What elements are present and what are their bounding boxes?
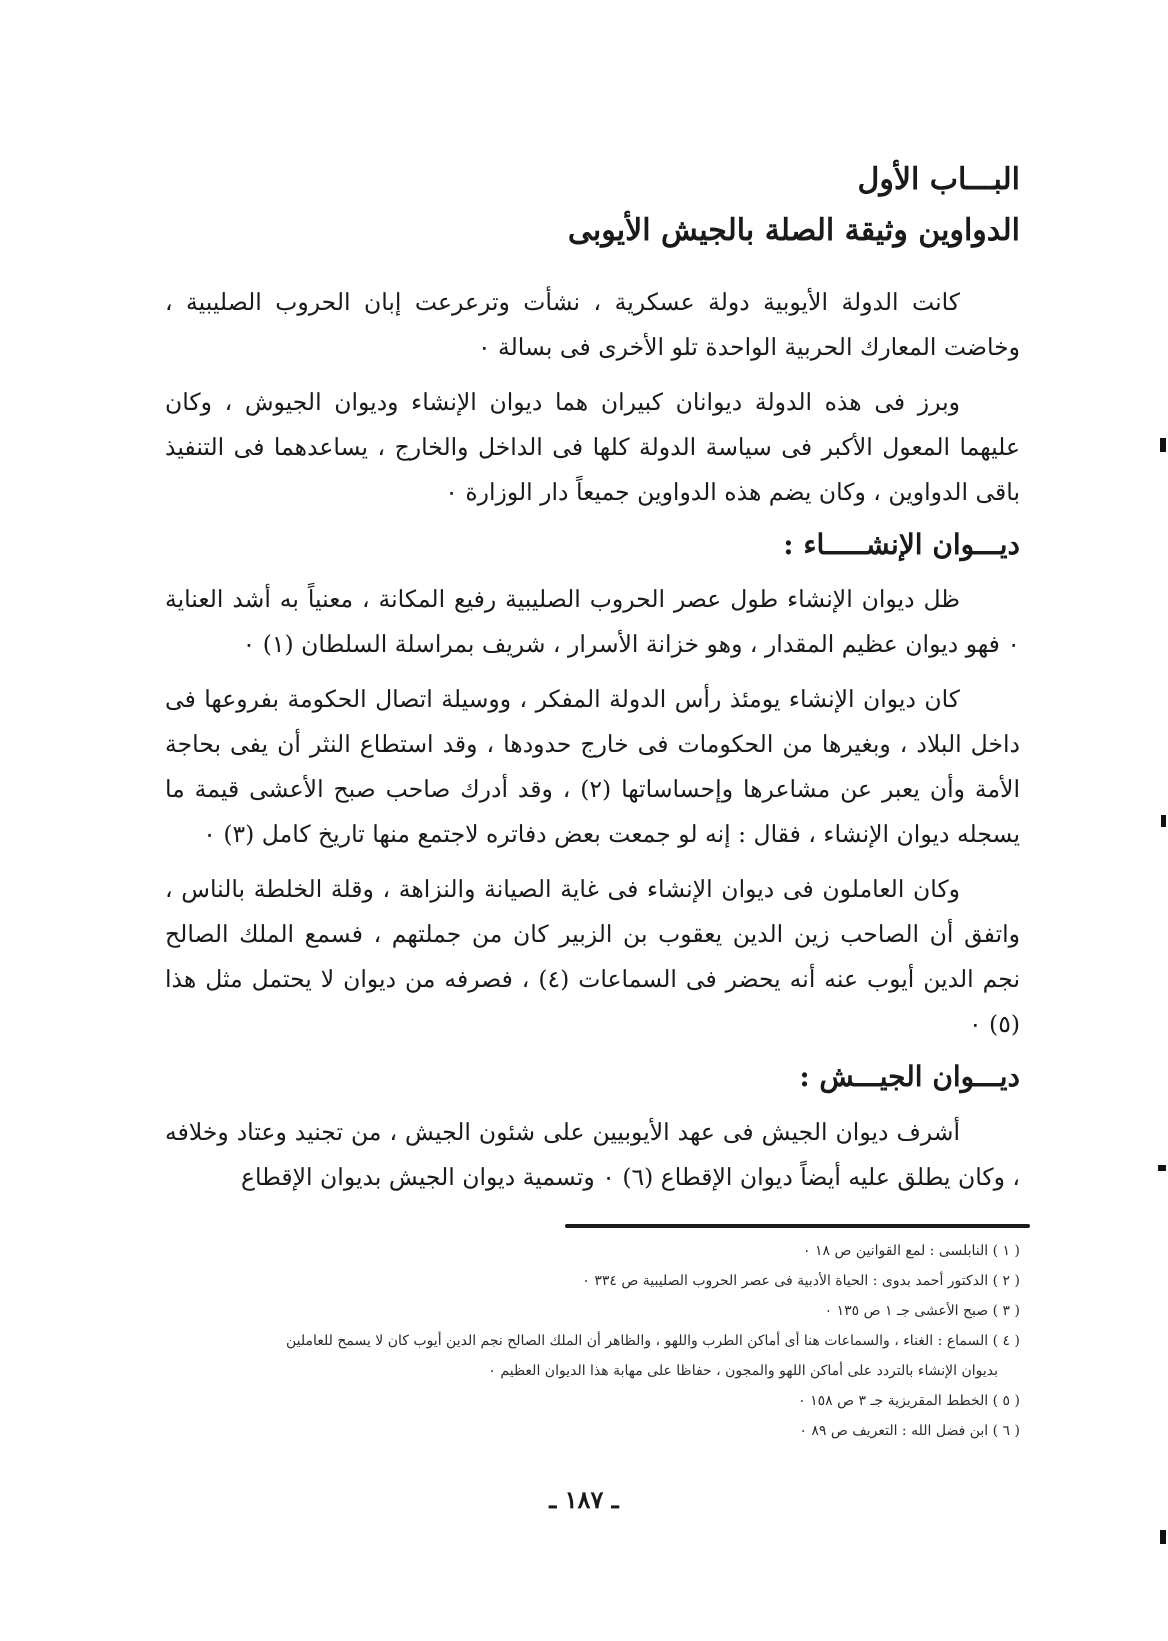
paragraph: كان ديوان الإنشاء يومئذ رأس الدولة المفكر ، ووسيلة اتصال الحكومة بفروعها فى داخل البلاد ، وبغيرها من الحكومات فى خارج حدودها ، وقد استطاع النثر أن يفى بحاجة الأمة وأن يعبر عن مشاعرها وإحساساتها (٢) ، وقد أدرك صاحب صبح الأعشى قيمة ما يسجله ديوان الإنشاء ، فقال : إنه لو جمعت بعض دفاتره لاجتمع منها تاريخ كامل (٣) ٠: [165, 685, 1020, 849]
scan-edge-mark: [1158, 1165, 1166, 1171]
paragraph: ظل ديوان الإنشاء طول عصر الحروب الصليبية رفيع المكانة ، معنياً به أشد العناية ٠ فهو ديوان عظيم المقدار ، وهو خزانة الأسرار ، شريف بمراسلة السلطان (١) ٠: [165, 585, 1020, 659]
footnote-4-continued: بديوان الإنشاء بالتردد على أماكن اللهو والمجون ، حفاظا على مهابة هذا الديوان العظيم ٠: [488, 1363, 998, 1379]
paragraph: كانت الدولة الأيوبية دولة عسكرية ، نشأت وترعرعت إبان الحروب الصليبية ، وخاضت المعارك الحربية الواحدة تلو الأخرى فى بسالة ٠: [165, 288, 1020, 361]
paragraph: وبرز فى هذه الدولة ديوانان كبيران هما ديوان الإنشاء وديوان الجيوش ، وكان عليهما المعول الأكبر فى سياسة الدولة كلها فى الداخل والخارج ، يساعدهما فى التنفيذ باقى الدواوين ، وكان يضم هذه الدواوين جميعاً دار الوزارة ٠: [165, 388, 1020, 506]
footnote-1: ( ١ ) النابلسى : لمع القوانين ص ١٨ ٠: [802, 1243, 1020, 1259]
scan-edge-mark: [1160, 438, 1166, 452]
footnote-3: ( ٣ ) صبح الأعشى جـ ١ ص ١٣٥ ٠: [824, 1303, 1020, 1319]
chapter-title: البـــاب الأول: [857, 162, 1020, 197]
footnote-2: ( ٢ ) الدكتور أحمد بدوى : الحياة الأدبية فى عصر الحروب الصليبية ص ٣٣٤ ٠: [582, 1273, 1020, 1289]
paragraph: أشرف ديوان الجيش فى عهد الأيوبيين على شئون الجيش ، من تجنيد وعتاد وخلافه ، وكان يطلق عليه أيضاً ديوان الإقطاع (٦) ٠ وتسمية ديوان الجيش بديوان الإقطاع: [165, 1117, 1020, 1191]
page-number: ـ ١٨٧ ـ: [549, 1485, 619, 1514]
chapter-subtitle: الدواوين وثيقة الصلة بالجيش الأيوبى: [567, 213, 1020, 248]
footnotes: [220, 1236, 1020, 1446]
footnote-6: ( ٦ ) ابن فضل الله : التعريف ص ٨٩ ٠: [799, 1423, 1020, 1439]
page-body: [165, 160, 1020, 1210]
footnote-divider: [565, 1224, 1030, 1228]
scan-edge-mark: [1160, 1530, 1166, 1544]
footnote-4: ( ٤ ) السماع : الغناء ، والسماعات هنا أى أماكن الطرب واللهو ، والظاهر أن الملك الصالح نجم الدين أيوب كان لا يسمح للعاملين: [285, 1333, 1020, 1349]
paragraph: وكان العاملون فى ديوان الإنشاء فى غاية الصيانة والنزاهة ، وقلة الخلطة بالناس ، واتفق أن الصاحب زين الدين يعقوب بن الزبير كان من جملتهم ، فسمع الملك الصالح نجم الدين أيوب عنه أنه يحضر فى السماعات (٤) ، فصرفه من ديوان لا يحتمل مثل هذا (٥) ٠: [165, 875, 1020, 1039]
section-heading-insha: ديـــوان الإنشـــــاء :: [783, 528, 1020, 561]
section-heading-jaysh: ديـــوان الجيـــش :: [799, 1060, 1020, 1094]
scan-edge-mark: [1161, 815, 1166, 827]
footnote-5: ( ٥ ) الخطط المقريزية جـ ٣ ص ١٥٨ ٠: [798, 1393, 1020, 1409]
